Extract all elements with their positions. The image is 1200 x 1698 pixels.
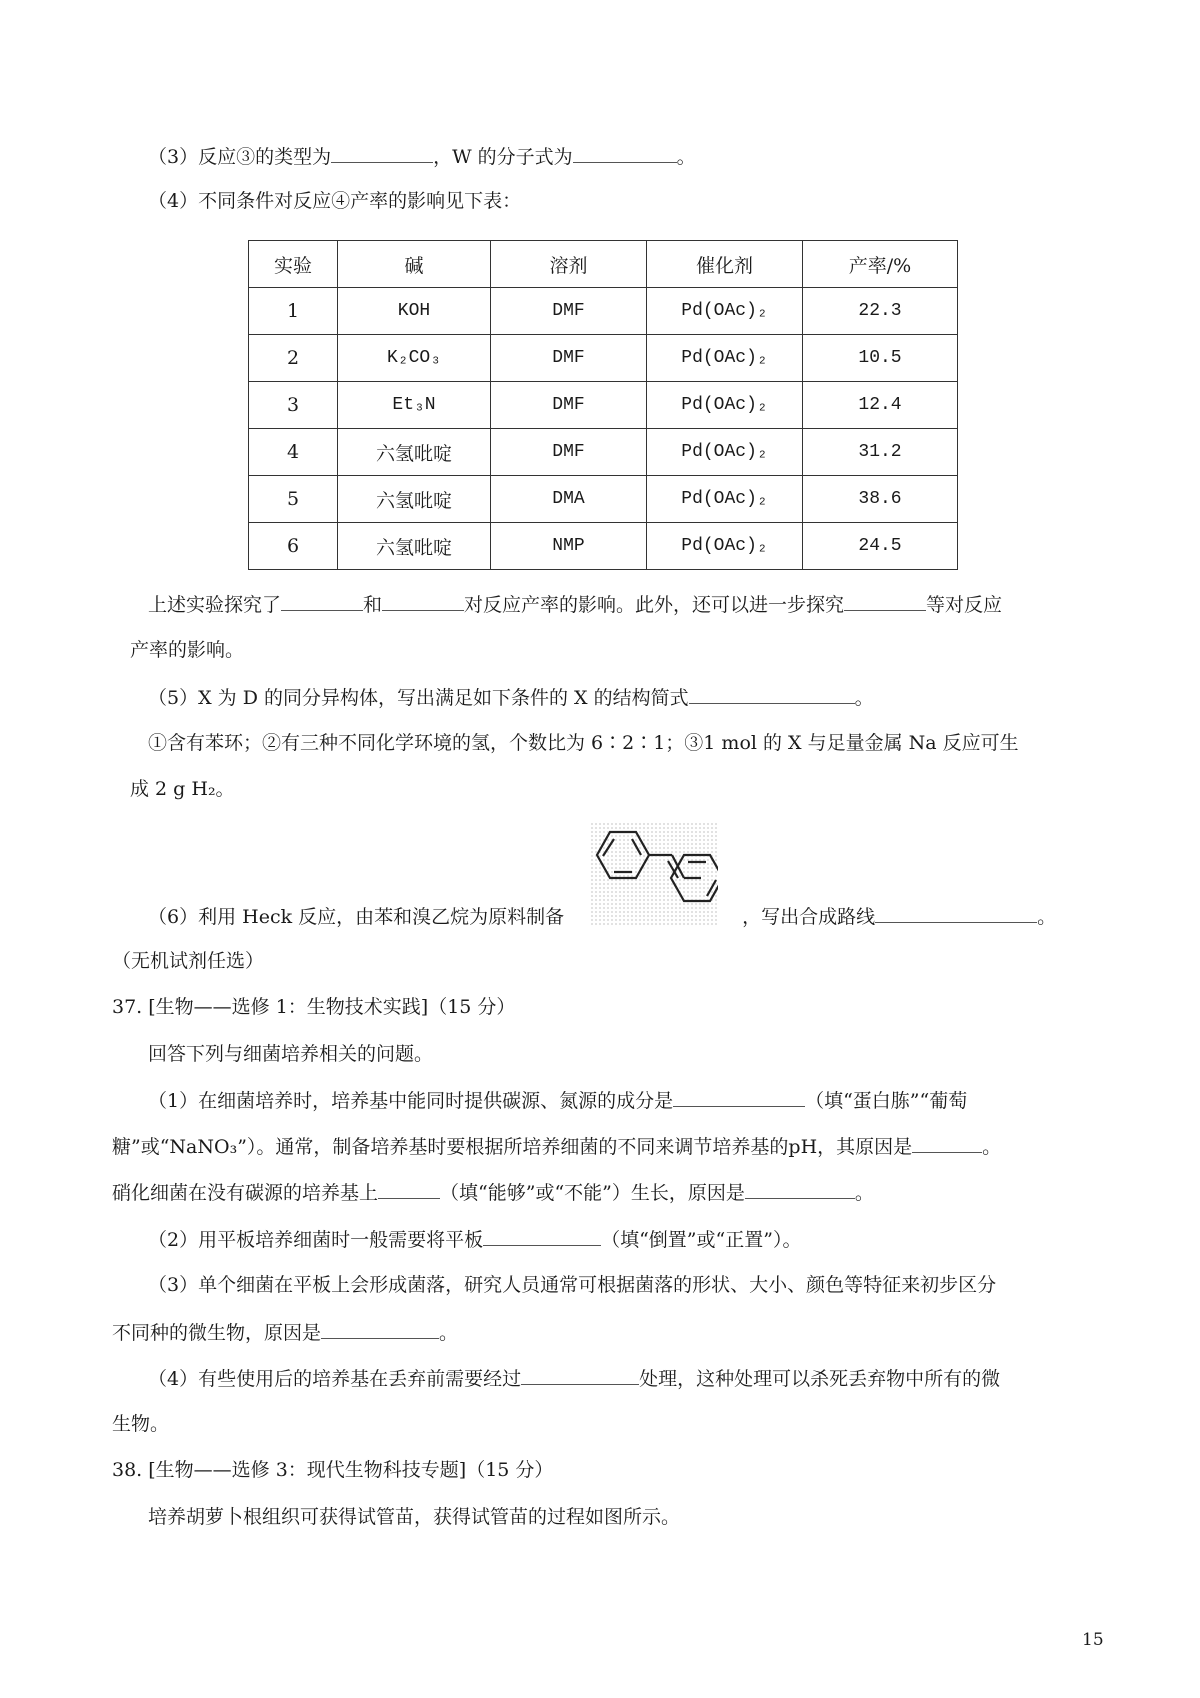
q6-line-1 (148, 904, 1056, 929)
table-header: 催化剂 (647, 241, 803, 288)
table-cell: 38.6 (803, 476, 958, 523)
q4-after-line-1 (148, 592, 1002, 617)
table-row (249, 382, 958, 429)
table-cell: Pd(OAc)₂ (647, 382, 803, 429)
q37-p2-answer-blank[interactable] (483, 1227, 601, 1246)
table-cell: 1 (249, 288, 338, 335)
table-cell: NMP (491, 523, 647, 570)
q6-answer-blank[interactable] (875, 904, 1037, 923)
table-row (249, 476, 958, 523)
text: 上述实验探究了 (148, 594, 282, 616)
q3-suffix: 。 (676, 146, 696, 168)
table-header: 碱 (338, 241, 491, 288)
text: 对反应产率的影响。此外，还可以进一步探究 (464, 594, 845, 616)
table-cell: 12.4 (803, 382, 958, 429)
q37-p3-line-2 (112, 1320, 458, 1345)
q38-intro: 培养胡萝卜根组织可获得试管苗，获得试管苗的过程如图所示。 (148, 1506, 681, 1528)
q4-intro: （4）不同条件对反应④产率的影响见下表： (148, 190, 522, 212)
table-cell: Pd(OAc)₂ (647, 476, 803, 523)
text: 。 (854, 1182, 874, 1204)
table-cell: DMF (491, 382, 647, 429)
table-cell: 31.2 (803, 429, 958, 476)
q37-p2-line (148, 1227, 801, 1252)
table-header: 实验 (249, 241, 338, 288)
q37-p3-line-1: （3）单个细菌在平板上会形成菌落，研究人员通常可根据菌落的形状、大小、颜色等特征来初步区分 (148, 1274, 997, 1296)
q5-line-2: ①含有苯环；②有三种不同化学环境的氢，个数比为 6∶2∶1；③1 mol 的 X 与足量金属 Na 反应可生 (148, 732, 1019, 754)
table-row (249, 523, 958, 570)
table-cell: Et₃N (338, 382, 491, 429)
table-cell: Pd(OAc)₂ (647, 523, 803, 570)
text: （2）用平板培养细菌时一般需要将平板 (148, 1229, 484, 1251)
q37-p1-answer-blank-1[interactable] (673, 1088, 805, 1107)
q4-after-line-2: 产率的影响。 (130, 639, 245, 661)
table-cell: 2 (249, 335, 338, 382)
text: （填“倒置”或“正置”）。 (601, 1229, 802, 1251)
table-cell: 24.5 (803, 523, 958, 570)
table-cell: DMA (491, 476, 647, 523)
text: （6）利用 Heck 反应，由苯和溴乙烷为原料制备 (148, 906, 565, 928)
q3-line (148, 144, 696, 169)
text: （4）有些使用后的培养基在丢弃前需要经过 (148, 1368, 522, 1390)
text: 。 (439, 1322, 459, 1344)
q37-p1-answer-blank-3[interactable] (378, 1180, 440, 1199)
text: 和 (363, 594, 383, 616)
page-number: 15 (1082, 1630, 1104, 1650)
text: 等对反应 (926, 594, 1003, 616)
text: （填“蛋白胨”“葡萄 (805, 1090, 968, 1112)
table-header: 溶剂 (491, 241, 647, 288)
q4-answer-blank-2[interactable] (382, 592, 464, 611)
text: （1）在细菌培养时，培养基中能同时提供碳源、氮源的成分是 (148, 1090, 674, 1112)
q37-p4-line-1 (148, 1366, 1000, 1391)
q37-p1-line-2 (112, 1134, 1001, 1159)
table-cell: 3 (249, 382, 338, 429)
reaction-yield-table (248, 240, 958, 570)
q4-answer-blank-1[interactable] (281, 592, 363, 611)
q37-title: 37. [生物——选修 1：生物技术实践]（15 分） (112, 996, 516, 1018)
text: （5）X 为 D 的同分异构体，写出满足如下条件的 X 的结构简式 (148, 687, 689, 709)
table-cell: K₂CO₃ (338, 335, 491, 382)
q37-intro: 回答下列与细菌培养相关的问题。 (148, 1043, 434, 1065)
table-cell: 4 (249, 429, 338, 476)
text: ，写出合成路线 (742, 906, 876, 928)
text: 不同种的微生物，原因是 (112, 1322, 322, 1344)
q37-p3-answer-blank[interactable] (321, 1320, 439, 1339)
q5-line-3: 成 2 g H₂。 (130, 778, 235, 800)
q37-p1-line-3 (112, 1180, 874, 1205)
q3-mid: ，W 的分子式为 (433, 146, 573, 168)
q3-answer-blank-1[interactable] (331, 144, 433, 163)
q37-p4-line-2: 生物。 (112, 1413, 170, 1435)
table-cell: DMF (491, 288, 647, 335)
q38-title: 38. [生物——选修 3：现代生物科技专题]（15 分） (112, 1459, 554, 1481)
table-header: 产率/% (803, 241, 958, 288)
table-row (249, 429, 958, 476)
table-cell: 5 (249, 476, 338, 523)
q37-p4-answer-blank[interactable] (521, 1366, 639, 1385)
text: 硝化细菌在没有碳源的培养基上 (112, 1182, 379, 1204)
q3-answer-blank-2[interactable] (573, 144, 677, 163)
table-cell: 六氢吡啶 (338, 523, 491, 570)
text: （填“能够”或“不能”）生长，原因是 (440, 1182, 745, 1204)
q3-prefix: （3）反应③的类型为 (148, 146, 332, 168)
table-cell: DMF (491, 429, 647, 476)
table-cell: Pd(OAc)₂ (647, 335, 803, 382)
table-header-row (249, 241, 958, 288)
q37-p1-line-1 (148, 1088, 967, 1113)
table-cell: Pd(OAc)₂ (647, 288, 803, 335)
table-cell: 22.3 (803, 288, 958, 335)
table-cell: 10.5 (803, 335, 958, 382)
text: 。 (982, 1136, 1002, 1158)
table-cell: Pd(OAc)₂ (647, 429, 803, 476)
table-cell: DMF (491, 335, 647, 382)
q37-p1-answer-blank-2[interactable] (912, 1134, 982, 1153)
q4-answer-blank-3[interactable] (844, 592, 926, 611)
text: 。 (1037, 906, 1057, 928)
q6-line-2: （无机试剂任选） (112, 950, 265, 972)
table-cell: 六氢吡啶 (338, 476, 491, 523)
table-cell: KOH (338, 288, 491, 335)
text: 糖”或“NaNO₃”）。通常，制备培养基时要根据所培养细菌的不同来调节培养基的pH，其原因是 (112, 1136, 913, 1158)
q5-answer-blank[interactable] (689, 685, 855, 704)
table-row (249, 335, 958, 382)
text: 。 (854, 687, 874, 709)
table-row (249, 288, 958, 335)
text: 处理，这种处理可以杀死丢弃物中所有的微 (639, 1368, 1001, 1390)
table-cell: 6 (249, 523, 338, 570)
q5-line-1 (148, 685, 874, 710)
table-cell: 六氢吡啶 (338, 429, 491, 476)
q37-p1-answer-blank-4[interactable] (745, 1180, 855, 1199)
